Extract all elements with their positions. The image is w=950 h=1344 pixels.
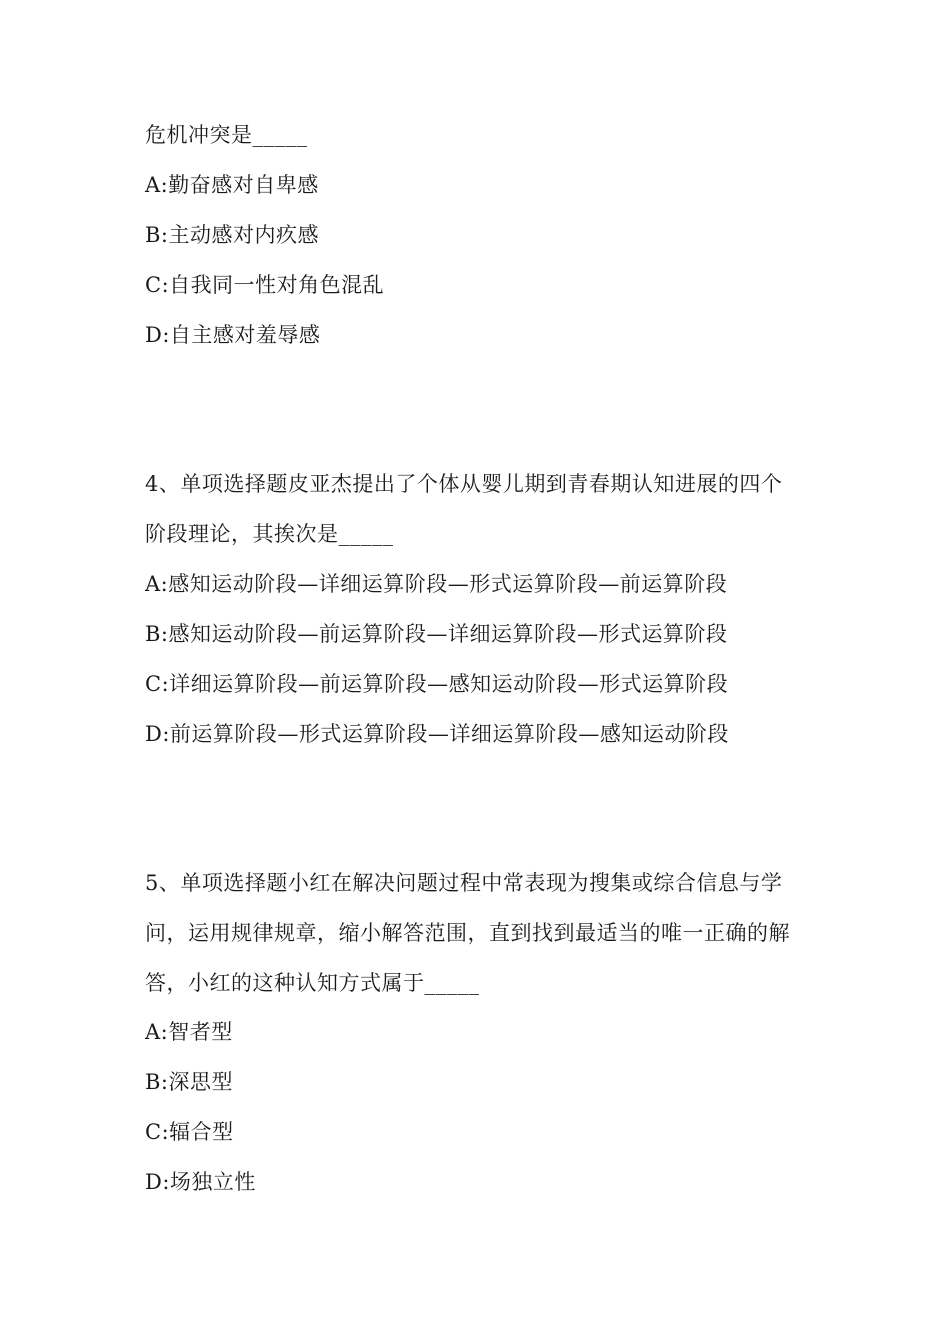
q3-stem-tail: 危机冲突是_____ — [145, 123, 308, 147]
q4-option-d: D:前运算阶段—形式运算阶段—详细运算阶段—感知运动阶段 — [145, 722, 729, 746]
q3-option-b: B:主动感对内疚感 — [145, 223, 320, 247]
q5-option-a: A:智者型 — [145, 1020, 233, 1044]
q3-option-d: D:自主感对羞辱感 — [145, 323, 321, 347]
q5-stem-line-3: 答，小红的这种认知方式属于_____ — [145, 971, 480, 995]
q5-option-c: C:辐合型 — [145, 1120, 234, 1144]
q3-option-c: C:自我同一性对角色混乱 — [145, 273, 385, 297]
q4-option-b: B:感知运动阶段—前运算阶段—详细运算阶段—形式运算阶段 — [145, 622, 728, 646]
q5-stem-line-1: 5、单项选择题小红在解决问题过程中常表现为搜集或综合信息与学 — [145, 871, 783, 895]
q5-option-b: B:深思型 — [145, 1070, 234, 1094]
q5-option-d: D:场独立性 — [145, 1170, 256, 1194]
q3-option-a: A:勤奋感对自卑感 — [145, 173, 319, 197]
q4-option-c: C:详细运算阶段—前运算阶段—感知运动阶段—形式运算阶段 — [145, 672, 729, 696]
q5-stem-line-2: 问，运用规律规章，缩小解答范围，直到找到最适当的唯一正确的解 — [145, 921, 790, 945]
q4-option-a: A:感知运动阶段—详细运算阶段—形式运算阶段—前运算阶段 — [145, 572, 728, 596]
q4-stem-line-2: 阶段理论，其挨次是_____ — [145, 522, 394, 546]
q4-stem-line-1: 4、单项选择题皮亚杰提出了个体从婴儿期到青春期认知进展的四个 — [145, 472, 783, 496]
